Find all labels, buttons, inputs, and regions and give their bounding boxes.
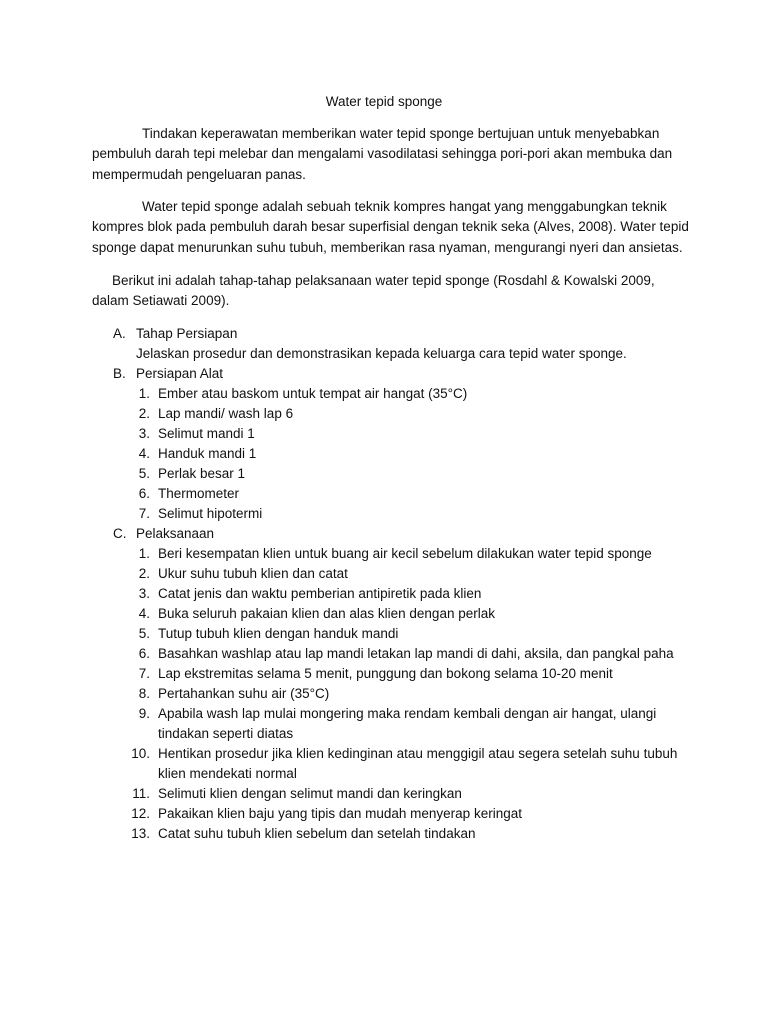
list-number: 4. — [138, 606, 150, 621]
list-number: 7. — [138, 666, 150, 681]
list-number: 12. — [131, 806, 150, 821]
list-item — [0, 464, 768, 484]
list-text: Pakaikan klien baju yang tipis dan mudah menyerap keringat — [158, 806, 522, 821]
section-b-title: Persiapan Alat — [136, 366, 224, 381]
list-item — [0, 564, 768, 584]
list-item — [0, 744, 768, 784]
list-number: 10. — [131, 746, 150, 761]
paragraph-3 — [92, 271, 692, 312]
list-item — [0, 484, 768, 504]
list-number: 13. — [131, 826, 150, 841]
list-number: 5. — [138, 466, 150, 481]
list-text: Buka seluruh pakaian klien dan alas klien dengan perlak — [158, 606, 495, 621]
list-text: Catat suhu tubuh klien sebelum dan setelah tindakan — [158, 826, 476, 841]
list-number: 11. — [132, 786, 150, 801]
list-item — [0, 444, 768, 464]
paragraph-2 — [92, 197, 692, 258]
list-item — [0, 544, 768, 564]
list-text: Hentikan prosedur jika klien kedinginan atau menggigil atau segera setelah suhu tubuh klien mendekati normal — [158, 746, 678, 781]
section-a-letter: A. — [113, 326, 126, 341]
list-item — [0, 664, 768, 684]
list-number: 3. — [138, 586, 150, 601]
list-item — [0, 704, 768, 744]
list-text: Lap mandi/ wash lap 6 — [158, 406, 294, 421]
list-item — [0, 824, 768, 844]
list-number: 6. — [138, 646, 150, 661]
list-text: Tutup tubuh klien dengan handuk mandi — [158, 626, 399, 641]
list-text: Thermometer — [158, 486, 240, 501]
list-text: Ember atau baskom untuk tempat air hangat (35°C) — [158, 386, 468, 401]
list-number: 3. — [138, 426, 150, 441]
list-number: 2. — [138, 406, 150, 421]
list-item — [0, 424, 768, 444]
document-title: Water tepid sponge — [325, 94, 443, 109]
list-item — [0, 584, 768, 604]
section-b-letter: B. — [113, 366, 126, 381]
list-text: Lap ekstremitas selama 5 menit, punggung dan bokong selama 10-20 menit — [158, 666, 613, 681]
list-number: 2. — [138, 566, 150, 581]
section-a-description: Jelaskan prosedur dan demonstrasikan kepada keluarga cara tepid water sponge. — [136, 346, 627, 361]
list-number: 9. — [138, 706, 150, 721]
list-number: 6. — [138, 486, 150, 501]
list-item — [0, 804, 768, 824]
list-item — [0, 604, 768, 624]
list-number: 1. — [138, 546, 150, 561]
list-number: 8. — [138, 686, 150, 701]
list-number: 5. — [138, 626, 150, 641]
paragraph-2-text: Water tepid sponge adalah sebuah teknik kompres hangat yang menggabungkan teknik kompres blok pada pembuluh darah besar superfisial dengan teknik seka (Alves, 2008). Water tepid sponge dapat menurunkan suhu tubuh, memberikan rasa nyaman, mengurangi nyeri dan ansietas. — [92, 199, 689, 255]
list-number: 7. — [138, 506, 150, 521]
list-item — [0, 644, 768, 664]
list-text: Pertahankan suhu air (35°C) — [158, 686, 330, 701]
paragraph-3-text: Berikut ini adalah tahap-tahap pelaksanaan water tepid sponge (Rosdahl & Kowalski 2009, dalam Setiawati 2009). — [92, 273, 655, 309]
list-item — [0, 784, 768, 804]
list-text: Perlak besar 1 — [158, 466, 246, 481]
list-item — [0, 404, 768, 424]
list-text: Basahkan washlap atau lap mandi letakan lap mandi di dahi, aksila, dan pangkal paha — [158, 646, 674, 661]
equipment-list — [0, 384, 768, 524]
list-number: 4. — [138, 446, 150, 461]
list-item — [0, 504, 768, 524]
list-text: Apabila wash lap mulai mongering maka rendam kembali dengan air hangat, ulangi tindakan seperti diatas — [158, 706, 657, 741]
list-item — [0, 384, 768, 404]
list-text: Ukur suhu tubuh klien dan catat — [158, 566, 348, 581]
paragraph-1-text: Tindakan keperawatan memberikan water tepid sponge bertujuan untuk menyebabkan pembuluh darah tepi melebar dan mengalami vasodilatasi sehingga pori-pori akan membuka dan mempermudah pengeluaran panas. — [92, 126, 673, 182]
list-text: Selimut mandi 1 — [158, 426, 255, 441]
paragraph-1 — [92, 124, 692, 185]
list-item — [0, 684, 768, 704]
list-text: Catat jenis dan waktu pemberian antipiretik pada klien — [158, 586, 482, 601]
list-item — [0, 624, 768, 644]
list-text: Selimuti klien dengan selimut mandi dan keringkan — [158, 786, 462, 801]
section-c-letter: C. — [113, 526, 127, 541]
list-text: Selimut hipotermi — [158, 506, 263, 521]
list-number: 1. — [138, 386, 150, 401]
section-c-title: Pelaksanaan — [136, 526, 215, 541]
list-text: Beri kesempatan klien untuk buang air kecil sebelum dilakukan water tepid sponge — [158, 546, 652, 561]
list-text: Handuk mandi 1 — [158, 446, 257, 461]
procedure-list — [0, 544, 768, 844]
section-a-title: Tahap Persiapan — [136, 326, 238, 341]
